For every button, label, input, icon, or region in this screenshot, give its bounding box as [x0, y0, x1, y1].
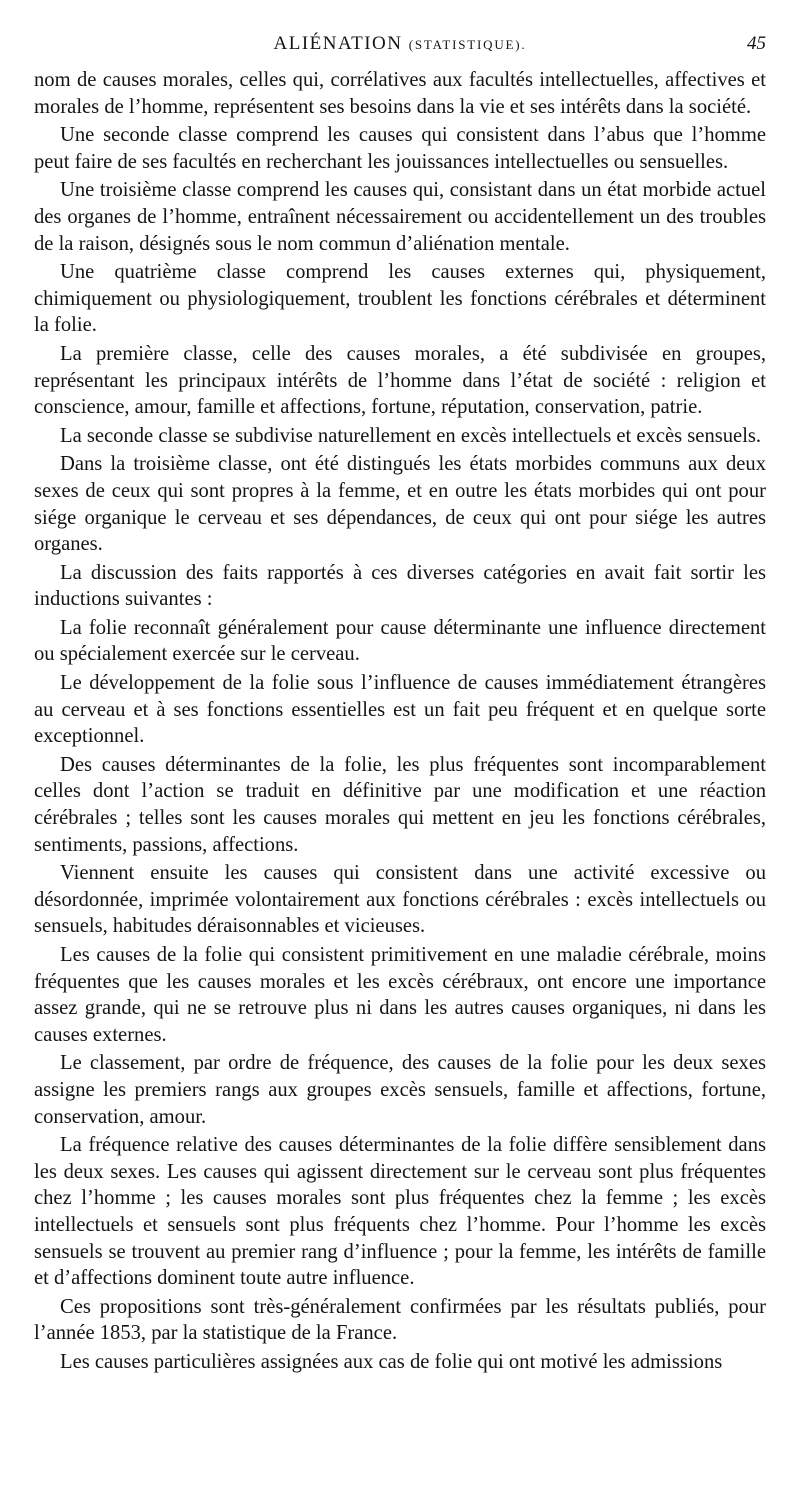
paragraph: Ces propositions sont très-généralement confirmées par les résultats publiés, pour l’année 1853, par la statistique de la France.: [34, 1295, 766, 1345]
paragraph: La discussion des faits rapportés à ces diverses catégories en avait fait sortir les inductions suivantes :: [34, 561, 766, 611]
running-title: [34, 30, 766, 59]
body-text: [34, 67, 766, 1376]
paragraph: Les causes de la folie qui consistent primitivement en une maladie cérébrale, moins fréquentes que les causes morales et les excès cérébraux, ont encore une importance assez grande, qui ne se retrouve plus ni dans les autres causes organiques, ni dans les causes externes.: [34, 944, 766, 1046]
paragraph: La fréquence relative des causes déterminantes de la folie diffère sensiblement dans les deux sexes. Les causes qui agissent directement sur le cerveau sont plus fréquentes chez l’homme ; les causes morales sont plus fréquentes chez la femme ; les excès intellectuels et sensuels sont plus fréquents chez l’homme. Pour l’homme les excès sensuels se trouvent au premier rang d’influence ; pour la femme, les intérêts de famille et d’affections dominent toute autre influence.: [34, 1134, 766, 1290]
paragraph: La première classe, celle des causes morales, a été subdivisée en groupes, représentant les principaux intérêts de l’homme dans l’état de société : religion et conscience, amour, famille et affections, fortune, réputation, conservation, patrie.: [34, 342, 766, 419]
running-header: [34, 30, 766, 58]
page-number: 45: [747, 33, 766, 54]
header-subtitle: (STATISTIQUE).: [408, 37, 527, 52]
paragraph: La seconde classe se subdivise naturellement en excès intellectuels et excès sensuels.: [60, 424, 762, 447]
paragraph: Dans la troisième classe, ont été distingués les états morbides communs aux deux sexes de ceux qui sont propres à la femme, et en outre les états morbides qui ont pour siége organique le cerveau et ses dépendances, de ceux qui ont pour siége les autres organes.: [34, 453, 766, 556]
paragraph: Les causes particulières assignées aux cas de folie qui ont motivé les admissions: [60, 1350, 723, 1373]
paragraph: Une troisième classe comprend les causes qui, consistant dans un état morbide actuel des organes de l’homme, entraînent nécessairement ou accidentellement un des troubles de la raison, désignés sous le nom commun d’aliénation mentale.: [34, 179, 766, 255]
paragraph: Le classement, par ordre de fréquence, des causes de la folie pour les deux sexes assigne les premiers rangs aux groupes excès sensuels, famille et affections, fortune, conservation, amour.: [34, 1052, 766, 1128]
paragraph: Des causes déterminantes de la folie, les plus fréquentes sont incomparablement celles dont l’action se traduit en définitive par une modification et une réaction cérébrales ; telles sont les causes morales qui mettent en jeu les fonctions cérébrales, sentiments, passions, affections.: [34, 753, 766, 856]
paragraph: nom de causes morales, celles qui, corrélatives aux facultés intellectuelles, affectives et morales de l’homme, représentent ses besoins dans la vie et ses intérêts dans la société.: [34, 69, 766, 118]
paragraph: La folie reconnaît généralement pour cause déterminante une influence directement ou spécialement exercée sur le cerveau.: [34, 616, 766, 666]
header-title: ALIÉNATION: [273, 33, 403, 54]
paragraph: Une quatrième classe comprend les causes externes qui, physiquement, chimiquement ou physiologiquement, troublent les fonctions cérébrales et déterminent la folie.: [34, 261, 766, 337]
paragraph: Viennent ensuite les causes qui consistent dans une activité excessive ou désordonnée, imprimée volontairement aux fonctions cérébrales : excès intellectuels ou sensuels, habitudes déraisonnables et vicieuses.: [34, 862, 766, 938]
paragraph: Le développement de la folie sous l’influence de causes immédiatement étrangères au cerveau et à ses fonctions essentielles est un fait peu fréquent et en quelque sorte exceptionnel.: [34, 672, 766, 748]
paragraph: Une seconde classe comprend les causes qui consistent dans l’abus que l’homme peut faire de ses facultés en recherchant les jouissances intellectuelles ou sensuelles.: [34, 124, 766, 173]
